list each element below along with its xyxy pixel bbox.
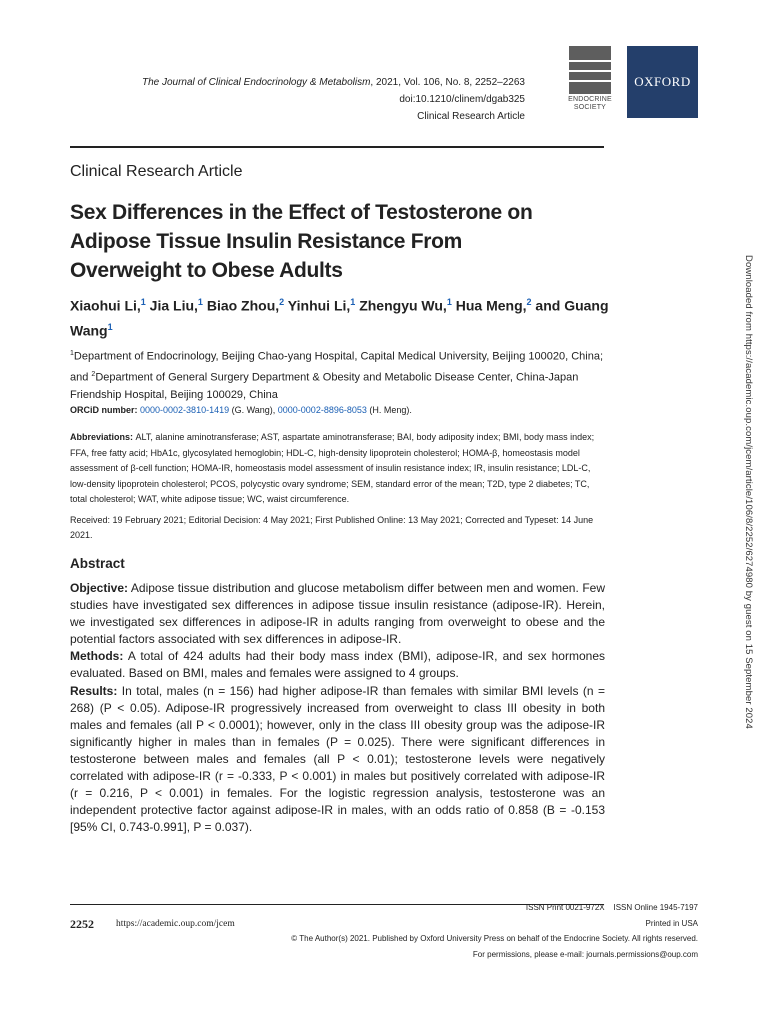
author-name[interactable]: Biao Zhou,	[202, 297, 280, 314]
results-label: Results:	[70, 683, 118, 698]
author-affiliation-ref: 2	[526, 297, 532, 307]
author-name[interactable]: Zhengyu Wu,	[355, 297, 447, 314]
objective-text: Adipose tissue distribution and glucose metabolism differ between men and women. Few studies have investigated sex differences in adipose tissue insulin resistance (adipose-IR). Herein, we investigated sex differences in adipose-IR in adults ranging from overweight to obese and the potential factors associated with sex differences in adipose-IR.	[70, 581, 605, 647]
abstract-results	[70, 683, 605, 837]
doi[interactable]: doi:10.1210/clinem/dgab325	[399, 94, 525, 105]
methods-text: A total of 424 adults had their body mass index (BMI), adipose-IR, and sex hormones evaluated. Based on BMI, males and females were assigned to 4 groups.	[70, 649, 605, 681]
author-name[interactable]: Jia Liu,	[145, 297, 198, 314]
abstract-body	[70, 580, 605, 836]
printed-in: Printed in USA	[645, 918, 698, 928]
endocrine-logo-text-1: ENDOCRINE	[568, 96, 612, 103]
author-name[interactable]: Yinhui Li,	[284, 297, 351, 314]
oxford-logo-text: OXFORD	[634, 74, 691, 89]
author-name[interactable]: and Guang Wang	[70, 297, 609, 339]
abstract-objective	[70, 580, 605, 648]
orcid-link[interactable]: 0000-0002-3810-1419	[140, 405, 230, 415]
orcid-link[interactable]: 0000-0002-8896-8053	[277, 405, 367, 415]
journal-citation-line	[142, 74, 525, 91]
orcid-label: ORCiD number:	[70, 405, 141, 415]
endocrine-society-mark-icon	[569, 46, 611, 94]
abstract-heading: Abstract	[70, 556, 125, 571]
endocrine-society-logo	[568, 46, 612, 122]
author-name[interactable]: Hua Meng,	[451, 297, 527, 314]
footer-info	[291, 900, 698, 962]
results-text: In total, males (n = 156) had higher adipose-IR than females with similar BMI levels (n = 268) (P < 0.05). Adipose-IR progressively increased from overweight to class III obesity in both males and females (all P < 0.0001); however, only in the class III obesity group was the adipose-IR significantly higher in males than in females (P = 0.025). There were significant differences in testosterone between males and females (all P < 0.01); testosterone levels were negatively correlated with adipose-IR (r = -0.333, P < 0.001) in males but positively correlated with adipose-IR (r = 0.216, P < 0.001) in females. For the logistic regression analysis, testosterone was an independent protective factor against adipose-IR in males, with an odds ratio of 0.858 (B = -0.153 [95% CI, 0.743-0.991], P = 0.037).	[70, 683, 605, 835]
affiliations	[70, 345, 605, 404]
article-type: Clinical Research Article	[70, 163, 243, 180]
author-affiliation-ref: 1	[140, 297, 146, 307]
abstract-methods	[70, 648, 605, 682]
download-watermark: Downloaded from https://academic.oup.com/jcem/article/106/8/2252/6274980 by guest on 15 September 2024	[743, 255, 754, 729]
endocrine-logo-text-2: SOCIETY	[573, 104, 607, 111]
abbreviations-text: ALT, alanine aminotransferase; AST, aspartate aminotransferase; BAI, body adiposity index; BMI, body mass index; FFA, free fatty acid; HbA1c, glycosylated hemoglobin; HDL-C, high-density lipoprotein cholesterol; HOMA-β, homeostasis model assessment of β-cell function; HOMA-IR, homeostasis model assessment of insulin resistance index; IR, insulin resistance; LDL-C, low-density lipoprotein cholesterol; PCOS, polycystic ovary syndrome; SEM, standard error of the mean; T2D, type 2 diabetes; TC, total cholesterol; WAT, white adipose tissue; WC, waist circumference.	[70, 432, 595, 504]
orcid-line	[70, 405, 412, 415]
copyright: © The Author(s) 2021. Published by Oxford University Press on behalf of the Endocrine Society. All rights reserved.	[291, 934, 698, 943]
journal-url[interactable]: https://academic.oup.com/jcem	[116, 919, 235, 929]
journal-name: The Journal of Clinical Endocrinology & Metabolism	[141, 77, 371, 88]
issn: ISSN Print 0021-972X ISSN Online 1945-7197	[525, 903, 698, 912]
affiliation-1: Department of Endocrinology, Beijing Chao-yang Hospital, Capital Medical University, Beijing 100020, China; and	[70, 350, 604, 384]
affiliation-number: 1	[70, 350, 74, 357]
header-article-type: Clinical Research Article	[417, 111, 525, 122]
methods-label: Methods:	[70, 649, 124, 664]
affiliation-2: Department of General Surgery Department & Obesity and Metabolic Disease Center, China-Japan Friendship Hospital, Beijing 100029, China	[70, 371, 579, 402]
permissions: For permissions, please e-mail: journals.permissions@oup.com	[472, 949, 698, 959]
journal-header	[142, 74, 525, 125]
affiliation-number: 2	[91, 370, 96, 378]
author-affiliation-ref: 2	[279, 297, 285, 307]
article-dates: Received: 19 February 2021; Editorial Decision: 4 May 2021; First Published Online: 13 May 2021; Corrected and Typeset: 14 June 2021.	[70, 515, 594, 540]
journal-citation: , 2021, Vol. 106, No. 8, 2252–2263	[370, 77, 525, 88]
article-title: Sex Differences in the Effect of Testosterone on Adipose Tissue Insulin Resistance From Overweight to Obese Adults	[70, 201, 533, 282]
header-divider	[70, 146, 604, 148]
oxford-logo	[627, 46, 698, 118]
author-affiliation-ref: 1	[107, 321, 113, 332]
orcid-owner: (H. Meng).	[366, 405, 412, 415]
author-name[interactable]: Xiaohui Li,	[70, 297, 141, 314]
orcid-owner: (G. Wang),	[229, 405, 278, 415]
page-number: 2252	[70, 917, 94, 931]
author-affiliation-ref: 1	[197, 297, 203, 307]
author-list	[70, 292, 610, 341]
abbreviations	[70, 430, 605, 508]
objective-label: Objective:	[70, 581, 129, 595]
author-affiliation-ref: 1	[350, 297, 356, 307]
author-affiliation-ref: 1	[446, 297, 452, 307]
abbreviations-label: Abbreviations:	[70, 432, 136, 442]
